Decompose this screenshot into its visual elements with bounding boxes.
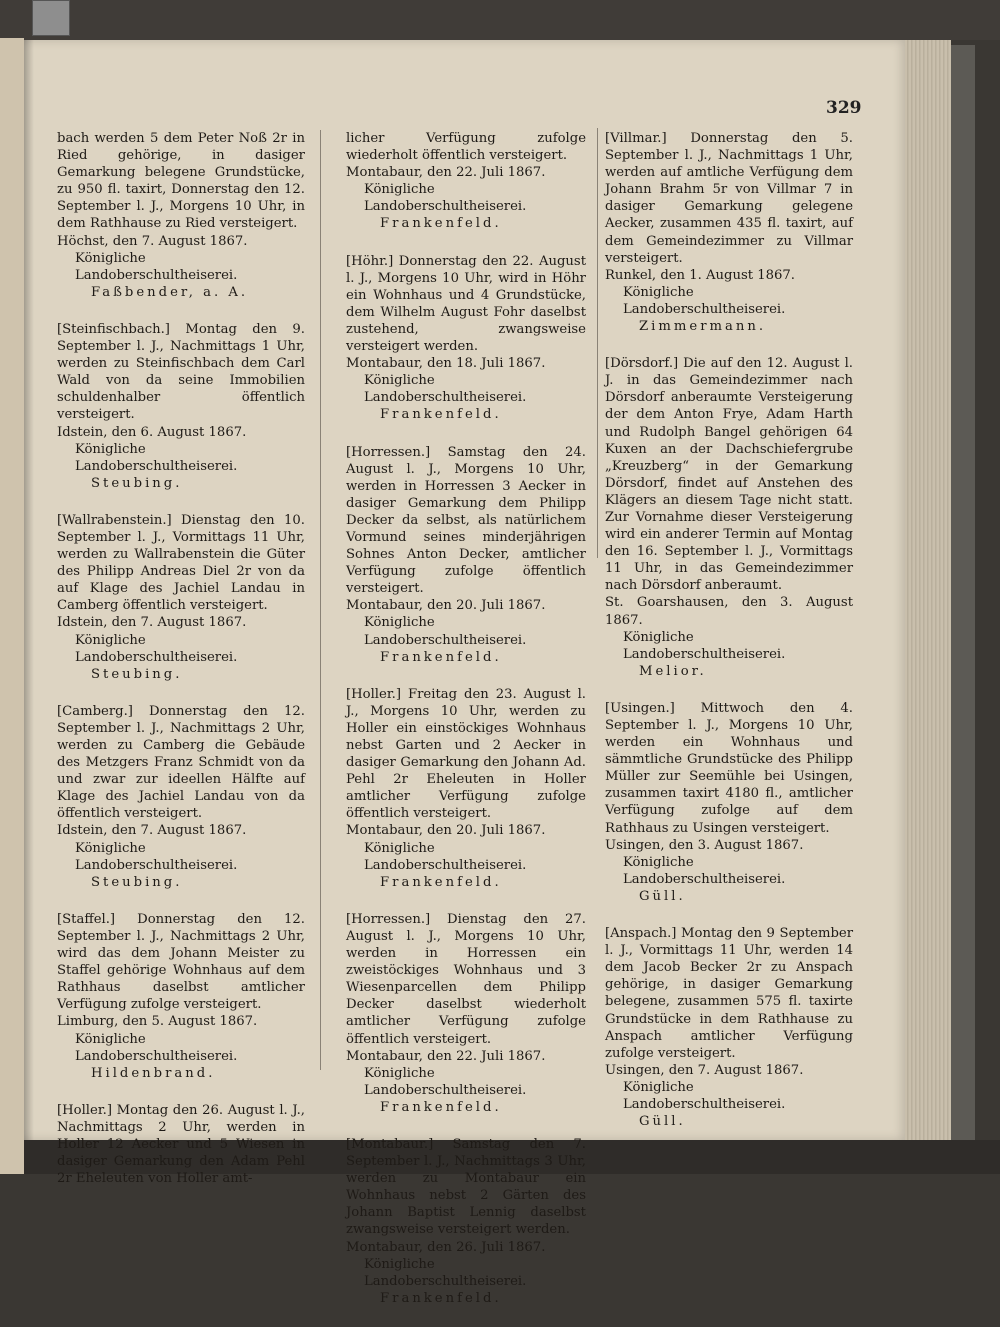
announcement-body: [Usingen.] Mittwoch den 4. September l. J., Morgens 10 Uhr, werden ein Wohnhaus und sämmtliche Grundstücke des Philipp Müller zur Seemühle bei Usingen, zusammen taxirt 4180 fl., amtlicher Verfügung zufolge auf dem Rathhaus zu Usingen versteigert. bbox=[605, 700, 853, 836]
binder-clip bbox=[32, 0, 70, 36]
announcement-dateline: Höchst, den 7. August 1867. bbox=[57, 233, 248, 249]
announcement-body: bach werden 5 dem Peter Noß 2r in Ried gehörige, in dasiger Gemarkung belegene Grundstücke, zu 950 fl. taxirt, Donnerstag den 12. September l. J., Morgens 10 Uhr, in dem Rathhause zu Ried versteigert. bbox=[57, 131, 305, 232]
announcement bbox=[57, 1102, 305, 1187]
issuing-office: Königliche Landoberschultheiserei. bbox=[364, 1256, 527, 1289]
official-signature: Frankenfeld. bbox=[380, 216, 502, 232]
column-middle bbox=[346, 130, 586, 1327]
announcement-dateline: Montabaur, den 22. Juli 1867. bbox=[346, 1048, 546, 1064]
announcement bbox=[605, 355, 853, 680]
official-signature: Frankenfeld. bbox=[380, 407, 502, 423]
announcement-body: [Holler.] Montag den 26. August l. J., Nachmittags 2 Uhr, werden in Holler 12 Aecker und 5 Wiesen in dasiger Gemarkung den Adam Pehl 2r Eheleuten von Holler amt- bbox=[57, 1102, 305, 1187]
official-signature: Zimmermann. bbox=[639, 319, 767, 335]
official-signature: Frankenfeld. bbox=[380, 1099, 502, 1115]
announcement bbox=[346, 911, 586, 1116]
announcement bbox=[57, 512, 305, 683]
column-right bbox=[605, 130, 853, 1150]
announcement bbox=[605, 925, 853, 1130]
column-left bbox=[57, 130, 305, 1207]
issuing-office: Königliche Landoberschultheiserei. bbox=[364, 840, 527, 873]
official-signature: Frankenfeld. bbox=[380, 1290, 502, 1306]
gutter-shadow bbox=[24, 40, 34, 1140]
announcement-body: [Dörsdorf.] Die auf den 12. August l. J. in das Gemeindezimmer nach Dörsdorf anberaumte Versteigerung der dem Anton Frye, Adam Harth und Rudolph Bangel gehörigen 64 Kuxen an der Dachschiefergrube „Kreuzberg“ in der Gemarkung Dörsdorf, findet auf Anstehen des Klägers an diesem Tage nicht statt. Zur Vornahme dieser Versteigerung wird ein anderer Termin auf Montag den 16. September l. J., Vormittags 11 Uhr, in das Gemeindezimmer nach Dörsdorf anberaumt. bbox=[605, 356, 853, 594]
announcement-body: [Anspach.] Montag den 9 September l. J., Vormittags 11 Uhr, werden 14 dem Jacob Becker 2r zu Anspach gehörige, in dasiger Gemarkung belegene, zusammen 575 fl. taxirte Grundstücke in dem Rathhause zu Anspach amtlicher Verfügung zufolge versteigert. bbox=[605, 926, 853, 1061]
announcement-dateline: Montabaur, den 26. Juli 1867. bbox=[346, 1239, 546, 1255]
page-edges bbox=[905, 40, 951, 1140]
announcement-dateline: Montabaur, den 22. Juli 1867. bbox=[346, 165, 546, 181]
scan-background bbox=[0, 0, 1000, 40]
official-signature: Steubing. bbox=[91, 874, 183, 890]
announcement-body: [Horressen.] Dienstag den 27. August l. J., Morgens 10 Uhr, werden in Horressen ein zweistöckiges Wohnhaus und 3 Wiesenparcellen dem Philipp Decker daselbst wiederholt amtlicher Verfügung zufolge öffentlich versteigert. bbox=[346, 911, 586, 1047]
announcement bbox=[346, 686, 586, 891]
announcement-dateline: Montabaur, den 20. Juli 1867. bbox=[346, 823, 546, 839]
announcement-body: [Montabaur.] Samstag den 7. September l. J., Nachmittags 3 Uhr, werden zu Montabaur ein Wohnhaus nebst 2 Gärten des Johann Baptist Lennig daselbst zwangsweise versteigert werden. bbox=[346, 1136, 586, 1238]
announcement-dateline: Montabaur, den 20. Juli 1867. bbox=[346, 598, 546, 614]
announcement-body: [Steinfischbach.] Montag den 9. September l. J., Nachmittags 1 Uhr, werden zu Steinfischbach dem Carl Wald von da seine Immobilien schuldenhalber öffentlich versteigert. bbox=[57, 321, 305, 423]
official-signature: Frankenfeld. bbox=[380, 874, 502, 890]
announcement-body: licher Verfügung zufolge wiederholt öffentlich versteigert. bbox=[346, 131, 586, 164]
announcement-body: [Wallrabenstein.] Dienstag den 10. September l. J., Vormittags 11 Uhr, werden zu Wallrabenstein die Güter des Philipp Andreas Diel 2r von da auf Klage des Jachiel Landau in Camberg öffentlich versteigert. bbox=[57, 512, 305, 614]
announcement-dateline: Usingen, den 7. August 1867. bbox=[605, 1062, 804, 1078]
facing-page-edge bbox=[0, 38, 24, 1174]
official-signature: Melior. bbox=[639, 663, 707, 679]
announcement bbox=[346, 444, 586, 666]
official-signature: Güll. bbox=[639, 1114, 686, 1130]
announcement bbox=[346, 253, 586, 424]
official-signature: Steubing. bbox=[91, 666, 183, 682]
issuing-office: Königliche Landoberschultheiserei. bbox=[75, 1031, 238, 1064]
issuing-office: Königliche Landoberschultheiserei. bbox=[364, 1065, 527, 1098]
announcement-body: [Villmar.] Donnerstag den 5. September l. J., Nachmittags 1 Uhr, werden auf amtliche Verfügung dem Johann Brahm 5r von Villmar 7 in dasiger Gemarkung gelegene Aecker, zusammen 435 fl. taxirt, auf dem Gemeindezimmer zu Villmar versteigert. bbox=[605, 131, 853, 266]
issuing-office: Königliche Landoberschultheiserei. bbox=[75, 840, 238, 873]
announcement bbox=[57, 321, 305, 492]
issuing-office: Königliche Landoberschultheiserei. bbox=[623, 629, 786, 662]
announcement bbox=[346, 130, 586, 233]
official-signature: Frankenfeld. bbox=[380, 649, 502, 665]
column-rule bbox=[320, 130, 321, 1070]
announcement-body: [Staffel.] Donnerstag den 12. September l. J., Nachmittags 2 Uhr, wird das dem Johann Meister zu Staffel gehörige Wohnhaus auf dem Rathhaus daselbst amtlicher Verfügung zufolge versteigert. bbox=[57, 911, 305, 1013]
announcement bbox=[346, 1136, 586, 1307]
issuing-office: Königliche Landoberschultheiserei. bbox=[364, 373, 527, 406]
announcement-dateline: St. Goarshausen, den 3. August 1867. bbox=[605, 595, 853, 628]
announcement-body: [Holler.] Freitag den 23. August l. J., Morgens 10 Uhr, werden zu Holler ein einstöckiges Wohnhaus nebst Garten und 2 Aecker in dasiger Gemarkung den Johann Ad. Pehl 2r Eheleuten in Holler amtlicher Verfügung zufolge öffentlich versteigert. bbox=[346, 686, 586, 822]
announcement bbox=[57, 130, 305, 301]
official-signature: Faßbender, a. A. bbox=[91, 284, 249, 300]
announcement-body: [Höhr.] Donnerstag den 22. August l. J., Morgens 10 Uhr, wird in Höhr ein Wohnhaus und 4 Grundstücke, dem Wilhelm August Fohr daselbst zustehend, zwangsweise versteigert werden. bbox=[346, 253, 586, 355]
announcement-dateline: Usingen, den 3. August 1867. bbox=[605, 837, 804, 853]
announcement-dateline: Runkel, den 1. August 1867. bbox=[605, 267, 795, 283]
announcement-dateline: Idstein, den 7. August 1867. bbox=[57, 615, 247, 631]
issuing-office: Königliche Landoberschultheiserei. bbox=[623, 1079, 786, 1112]
announcement bbox=[57, 911, 305, 1082]
issuing-office: Königliche Landoberschultheiserei. bbox=[623, 284, 786, 317]
announcement-dateline: Idstein, den 7. August 1867. bbox=[57, 823, 247, 839]
page-number: 329 bbox=[826, 98, 862, 118]
announcement-dateline: Limburg, den 5. August 1867. bbox=[57, 1014, 258, 1030]
announcement-body: [Camberg.] Donnerstag den 12. September l. J., Nachmittags 2 Uhr, werden zu Camberg die Gebäude des Metzgers Franz Schmidt von da und zwar zur ideellen Hälfte auf Klage des Jachiel Landau von da öffentlich versteigert. bbox=[57, 703, 305, 822]
issuing-office: Königliche Landoberschultheiserei. bbox=[75, 441, 238, 474]
issuing-office: Königliche Landoberschultheiserei. bbox=[623, 854, 786, 887]
announcement-body: [Horressen.] Samstag den 24. August l. J., Morgens 10 Uhr, werden in Horressen 3 Aecker in dasiger Gemarkung dem Philipp Decker da selbst, als natürlichem Vormund seines minderjährigen Sohnes Anton Decker, amtlicher Verfügung zufolge öffentlich versteigert. bbox=[346, 444, 586, 597]
official-signature: Güll. bbox=[639, 888, 686, 904]
issuing-office: Königliche Landoberschultheiserei. bbox=[364, 615, 527, 648]
announcement bbox=[57, 703, 305, 891]
official-signature: Steubing. bbox=[91, 475, 183, 491]
book-cover bbox=[951, 45, 975, 1140]
announcement-dateline: Montabaur, den 18. Juli 1867. bbox=[346, 356, 546, 372]
announcement-dateline: Idstein, den 6. August 1867. bbox=[57, 424, 247, 440]
column-rule bbox=[597, 128, 598, 558]
announcement bbox=[605, 700, 853, 905]
official-signature: Hildenbrand. bbox=[91, 1065, 216, 1081]
issuing-office: Königliche Landoberschultheiserei. bbox=[364, 182, 527, 215]
announcement bbox=[605, 130, 853, 335]
issuing-office: Königliche Landoberschultheiserei. bbox=[75, 632, 238, 665]
issuing-office: Königliche Landoberschultheiserei. bbox=[75, 250, 238, 283]
